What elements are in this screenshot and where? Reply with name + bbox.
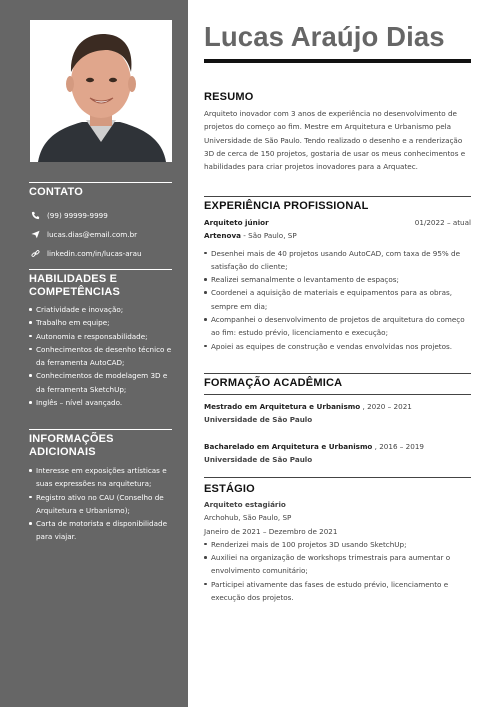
section-divider <box>204 373 471 374</box>
internship-company: Archohub, São Paulo, SP <box>204 513 292 523</box>
experience-dates: 01/2022 – atual <box>414 218 471 227</box>
contact-section <box>29 182 172 263</box>
title-divider <box>204 59 471 63</box>
contact-email <box>29 225 172 244</box>
list-item: Desenhei mais de 40 projetos usando AutoCAD, com taxa de 95% de satisfação do cliente; <box>204 247 471 274</box>
list-item: Renderizei mais de 100 projetos 3D usando SketchUp; <box>204 538 471 551</box>
list-item: Carta de motorista e disponibilidade para viajar. <box>29 517 172 544</box>
list-item: Apoiei as equipes de construção e vendas envolvidas nos projetos. <box>204 340 471 353</box>
list-item: Conhecimentos de desenho técnico e da ferramenta AutoCAD; <box>29 343 172 370</box>
internship-dates: Janeiro de 2021 – Dezembro de 2021 <box>204 526 338 536</box>
additional-section <box>29 429 172 544</box>
internship-role: Arquiteto estagiário <box>204 500 286 509</box>
contact-linkedin-text[interactable]: linkedin.com/in/lucas-arau <box>47 249 142 258</box>
contact-phone <box>29 206 172 225</box>
summary-section <box>204 90 471 173</box>
skills-list <box>29 303 172 409</box>
summary-title: RESUMO <box>204 91 254 103</box>
list-item: Autonomia e responsabilidade; <box>29 330 172 343</box>
experience-company-line <box>204 229 471 242</box>
education-section <box>204 370 471 466</box>
contact-email-text[interactable]: lucas.dias@email.com.br <box>47 230 138 239</box>
list-item: Criatividade e inovação; <box>29 303 172 316</box>
send-icon <box>29 229 41 241</box>
experience-title: EXPERIÊNCIA PROFISSIONAL <box>204 200 369 212</box>
additional-list <box>29 464 172 544</box>
phone-icon <box>29 210 41 222</box>
page-title: Lucas Araújo Dias <box>204 21 445 52</box>
additional-title: INFORMAÇÕES ADICIONAIS <box>29 429 172 459</box>
internship-title: ESTÁGIO <box>204 483 255 495</box>
list-item: Inglês – nível avançado. <box>29 396 172 409</box>
profile-photo <box>30 20 172 162</box>
contact-linkedin <box>29 244 172 263</box>
sidebar <box>0 0 188 707</box>
experience-list <box>204 247 471 353</box>
education-entry <box>204 440 471 453</box>
skills-title <box>29 269 172 299</box>
experience-section <box>204 193 471 353</box>
summary-text: Arquiteto inovador com 3 anos de experiência no desenvolvimento de projetos do começo ao fim. Mestre em Arquitetura e Urbanismo pela Universidade de São Paulo. Tendo realizado o desenho e a renderização 3D de cerca de 150 projetos, gostaria de usar os meus conhecimentos e habilidades para criar projetos inovadores para a Arquatec. <box>204 109 466 172</box>
section-divider <box>204 196 471 197</box>
education-title: FORMAÇÃO ACADÊMICA <box>204 377 343 389</box>
list-item: Interesse em exposições artísticas e suas expressões na arquitetura; <box>29 464 172 491</box>
experience-location: - São Paulo, SP <box>241 231 297 241</box>
skills-title-line1: HABILIDADES E <box>29 273 118 285</box>
education-school: Universidade de São Paulo <box>204 454 313 464</box>
education-entry <box>204 400 471 413</box>
section-divider <box>204 477 471 478</box>
list-item: Participei ativamente das fases de estudo prévio, licenciamento e execução dos projetos. <box>204 578 471 605</box>
education-dates: , 2020 – 2021 <box>360 402 412 411</box>
link-icon <box>29 248 41 260</box>
education-degree: Bacharelado em Arquitetura e Urbanismo <box>204 441 373 451</box>
list-item: Acompanhei o desenvolvimento de projetos de arquitetura do começo ao fim: estudo prévio, licenciamento e execução; <box>204 313 471 340</box>
education-school: Universidade de São Paulo <box>204 415 313 425</box>
list-item: Auxiliei na organização de workshops trimestrais para aumentar o envolvimento comunitário; <box>204 551 471 578</box>
education-degree: Mestrado em Arquitetura e Urbanismo <box>204 402 361 411</box>
contact-phone-text[interactable]: (99) 99999-9999 <box>47 211 108 220</box>
skills-title-line2: COMPETÊNCIAS <box>29 286 121 298</box>
list-item: Trabalho em equipe; <box>29 316 172 329</box>
section-divider <box>204 394 471 395</box>
experience-company: Artenova <box>204 231 242 241</box>
internship-list <box>204 538 471 604</box>
internship-section <box>204 474 471 604</box>
list-item: Coordenei a aquisição de materiais e equipamentos para as obras, sempre em dia; <box>204 286 471 313</box>
list-item: Realizei semanalmente o levantamento de espaços; <box>204 273 471 286</box>
experience-header <box>204 216 471 229</box>
list-item: Conhecimentos de modelagem 3D e da ferramenta SketchUp; <box>29 369 172 396</box>
education-dates: , 2016 – 2019 <box>372 441 424 451</box>
portrait-image <box>30 20 172 162</box>
list-item: Registro ativo no CAU (Conselho de Arquitetura e Urbanismo); <box>29 491 172 518</box>
contact-title: CONTATO <box>29 182 172 199</box>
skills-section <box>29 269 172 409</box>
experience-role: Arquiteto júnior <box>204 218 269 227</box>
